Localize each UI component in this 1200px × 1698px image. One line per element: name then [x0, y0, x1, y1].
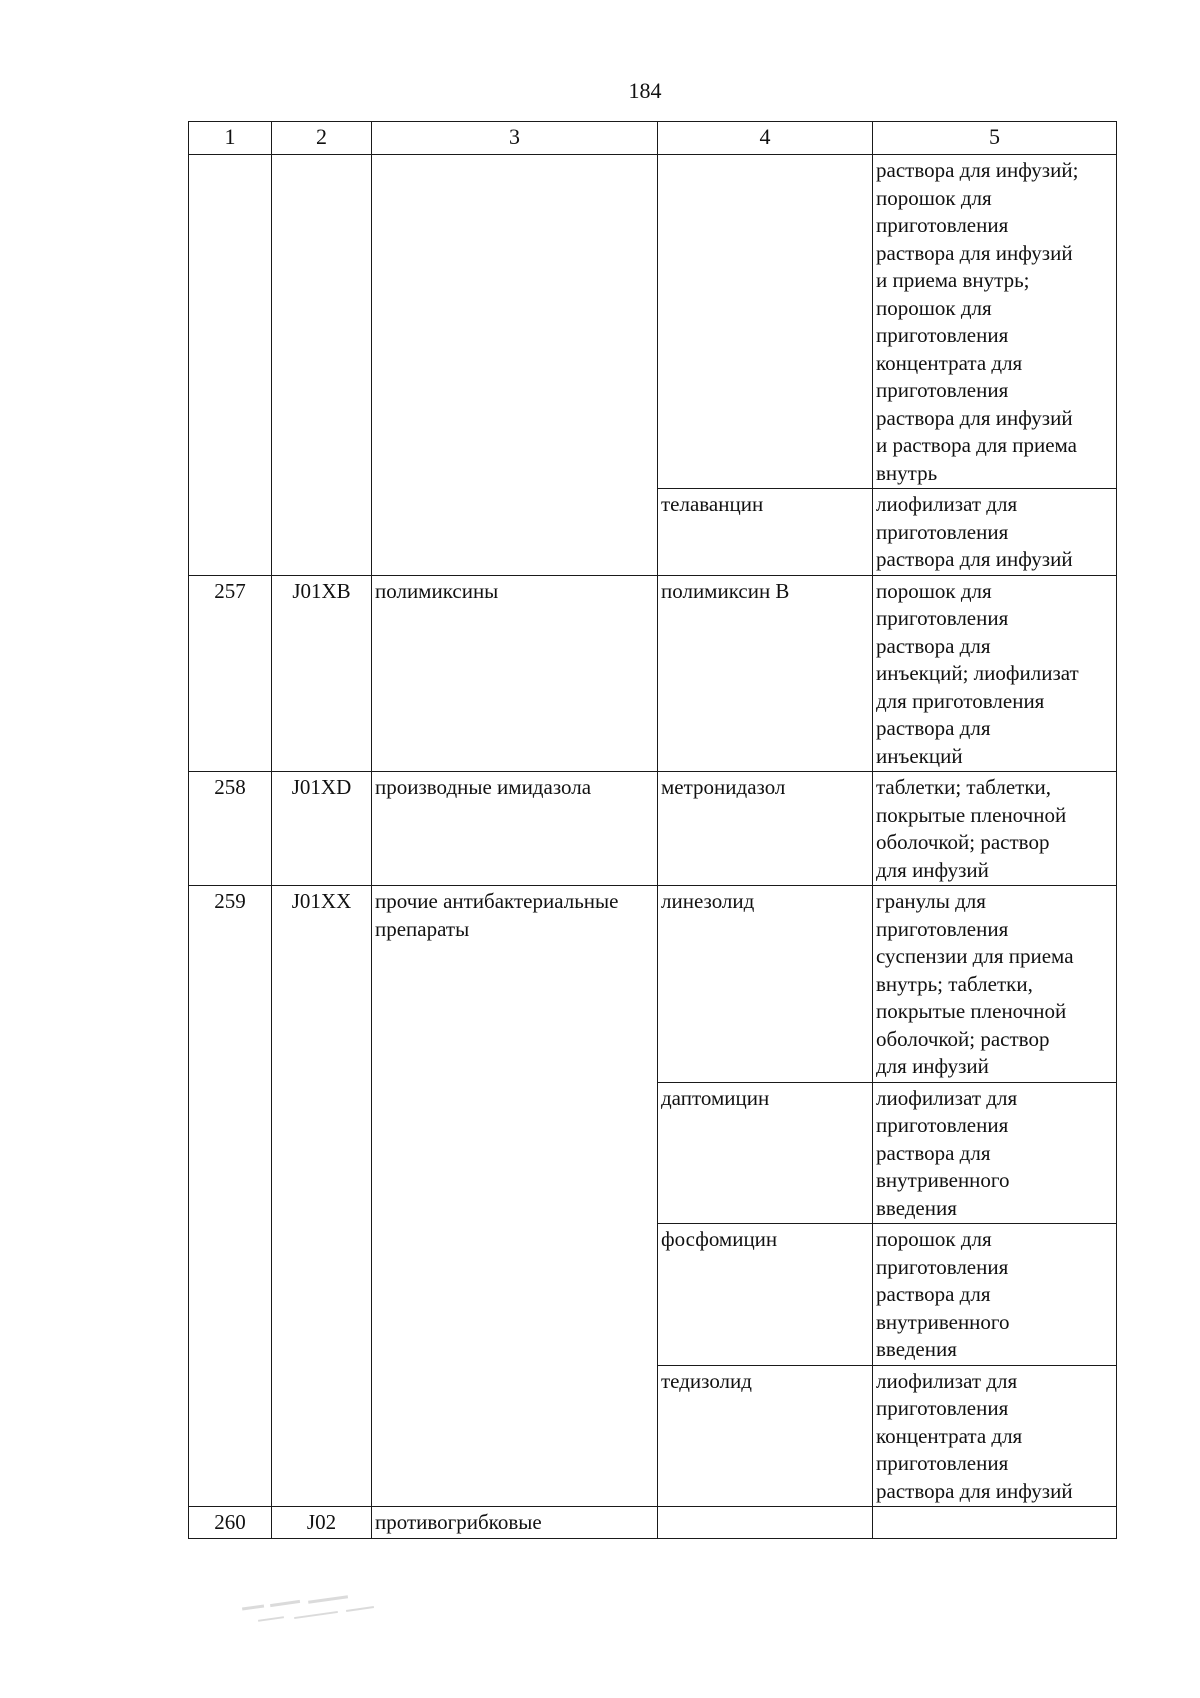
drug-name: полимиксин В — [658, 575, 873, 772]
atc-code — [272, 155, 372, 576]
row-number: 259 — [189, 886, 272, 1507]
dosage-form: раствора для инфузий; порошок для приготовления раствора для инфузий и приема внутрь; порошок для приготовления концентрата для приготовления раствора для инфузий и раствора для приема внутрь — [873, 155, 1117, 489]
drug-name: линезолид — [658, 886, 873, 1083]
table-row — [189, 1507, 1117, 1539]
row-number: 260 — [189, 1507, 272, 1539]
row-number: 258 — [189, 772, 272, 886]
table-row — [189, 155, 1117, 489]
drug-name — [658, 155, 873, 489]
drug-name: метронидазол — [658, 772, 873, 886]
drug-name: тедизолид — [658, 1365, 873, 1507]
table-row — [189, 772, 1117, 886]
table-row — [189, 575, 1117, 772]
atc-code: J02 — [272, 1507, 372, 1539]
atc-code: J01XX — [272, 886, 372, 1507]
table-header — [189, 122, 1117, 155]
atc-code: J01XD — [272, 772, 372, 886]
dosage-form: лиофилизат для приготовления концентрата для приготовления раствора для инфузий — [873, 1365, 1117, 1507]
row-number — [189, 155, 272, 576]
column-header: 4 — [658, 122, 873, 155]
table-row — [189, 886, 1117, 1083]
dosage-form: лиофилизат для приготовления раствора для инфузий — [873, 489, 1117, 576]
drug-name — [658, 1507, 873, 1539]
column-header: 5 — [873, 122, 1117, 155]
table-body — [189, 155, 1117, 1539]
dosage-form: таблетки; таблетки, покрытые пленочной оболочкой; раствор для инфузий — [873, 772, 1117, 886]
drug-name: телаванцин — [658, 489, 873, 576]
column-header: 1 — [189, 122, 272, 155]
dosage-form: порошок для приготовления раствора для внутривенного введения — [873, 1224, 1117, 1366]
page-number: 184 — [628, 78, 662, 103]
column-header: 3 — [372, 122, 658, 155]
atc-code: J01XB — [272, 575, 372, 772]
medicines-table — [188, 121, 1117, 1539]
column-number-row — [189, 122, 1117, 155]
column-header: 2 — [272, 122, 372, 155]
group-name: прочие антибактериальные препараты — [372, 886, 658, 1507]
row-number: 257 — [189, 575, 272, 772]
drug-name: даптомицин — [658, 1082, 873, 1224]
dosage-form: лиофилизат для приготовления раствора для внутривенного введения — [873, 1082, 1117, 1224]
drug-name: фосфомицин — [658, 1224, 873, 1366]
group-name: противогрибковые — [372, 1507, 658, 1539]
group-name — [372, 155, 658, 576]
dosage-form — [873, 1507, 1117, 1539]
dosage-form: порошок для приготовления раствора для инъекций; лиофилизат для приготовления раствора для инъекций — [873, 575, 1117, 772]
group-name: полимиксины — [372, 575, 658, 772]
dosage-form: гранулы для приготовления суспензии для приема внутрь; таблетки, покрытые пленочной оболочкой; раствор для инфузий — [873, 886, 1117, 1083]
faded-stamp-mark — [238, 1592, 398, 1632]
group-name: производные имидазола — [372, 772, 658, 886]
